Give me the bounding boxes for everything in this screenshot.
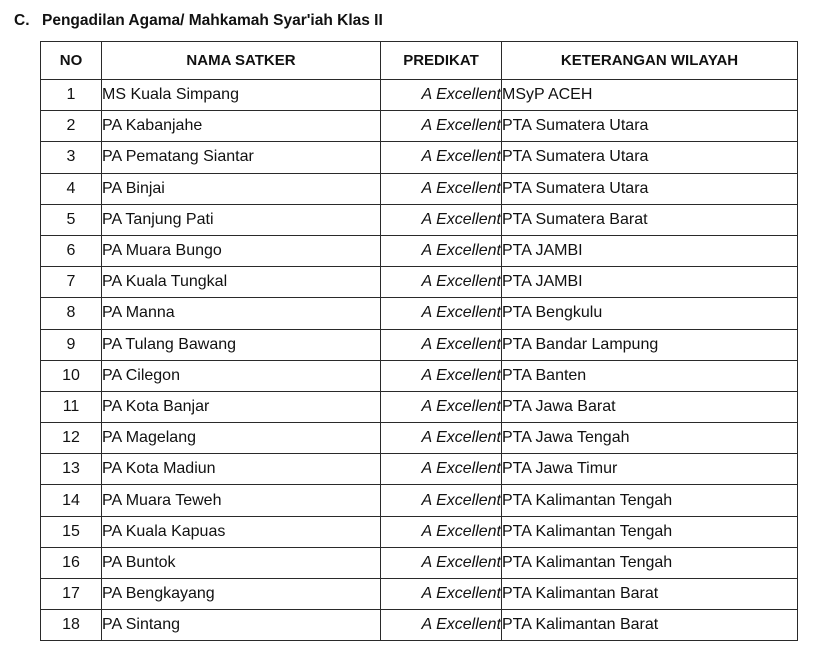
row-nama-satker: PA Bengkayang bbox=[102, 579, 381, 610]
table-row bbox=[41, 235, 798, 266]
row-no: 15 bbox=[41, 516, 102, 547]
row-predikat: A Excellent bbox=[381, 547, 502, 578]
row-keterangan-wilayah: PTA JAMBI bbox=[502, 235, 798, 266]
table-row bbox=[41, 267, 798, 298]
row-no: 17 bbox=[41, 579, 102, 610]
row-keterangan-wilayah: PTA Jawa Timur bbox=[502, 454, 798, 485]
row-no: 16 bbox=[41, 547, 102, 578]
row-keterangan-wilayah: PTA JAMBI bbox=[502, 267, 798, 298]
row-no: 9 bbox=[41, 329, 102, 360]
table-row bbox=[41, 111, 798, 142]
row-nama-satker: PA Buntok bbox=[102, 547, 381, 578]
row-no: 7 bbox=[41, 267, 102, 298]
row-no: 13 bbox=[41, 454, 102, 485]
row-predikat: A Excellent bbox=[381, 579, 502, 610]
table-row bbox=[41, 454, 798, 485]
row-keterangan-wilayah: PTA Sumatera Utara bbox=[502, 173, 798, 204]
table-row bbox=[41, 610, 798, 641]
header-row bbox=[41, 42, 798, 80]
row-predikat: A Excellent bbox=[381, 329, 502, 360]
row-predikat: A Excellent bbox=[381, 610, 502, 641]
row-nama-satker: PA Magelang bbox=[102, 423, 381, 454]
row-nama-satker: PA Kabanjahe bbox=[102, 111, 381, 142]
row-keterangan-wilayah: PTA Kalimantan Tengah bbox=[502, 485, 798, 516]
table-row bbox=[41, 173, 798, 204]
row-nama-satker: PA Kota Madiun bbox=[102, 454, 381, 485]
table-row bbox=[41, 204, 798, 235]
section-letter: C. bbox=[14, 12, 30, 29]
table-row bbox=[41, 80, 798, 111]
row-predikat: A Excellent bbox=[381, 173, 502, 204]
row-predikat: A Excellent bbox=[381, 142, 502, 173]
row-keterangan-wilayah: PTA Bandar Lampung bbox=[502, 329, 798, 360]
row-no: 8 bbox=[41, 298, 102, 329]
row-no: 10 bbox=[41, 360, 102, 391]
row-keterangan-wilayah: PTA Jawa Tengah bbox=[502, 423, 798, 454]
row-predikat: A Excellent bbox=[381, 360, 502, 391]
table-row bbox=[41, 360, 798, 391]
row-nama-satker: PA Tanjung Pati bbox=[102, 204, 381, 235]
header-predikat: PREDIKAT bbox=[381, 42, 502, 80]
row-keterangan-wilayah: PTA Banten bbox=[502, 360, 798, 391]
row-predikat: A Excellent bbox=[381, 80, 502, 111]
row-keterangan-wilayah: PTA Sumatera Utara bbox=[502, 111, 798, 142]
row-nama-satker: PA Kuala Tungkal bbox=[102, 267, 381, 298]
row-keterangan-wilayah: PTA Kalimantan Barat bbox=[502, 610, 798, 641]
row-nama-satker: PA Cilegon bbox=[102, 360, 381, 391]
row-predikat: A Excellent bbox=[381, 235, 502, 266]
row-predikat: A Excellent bbox=[381, 516, 502, 547]
row-no: 4 bbox=[41, 173, 102, 204]
table-row bbox=[41, 298, 798, 329]
header-nama-satker: NAMA SATKER bbox=[102, 42, 381, 80]
row-predikat: A Excellent bbox=[381, 391, 502, 422]
row-nama-satker: PA Tulang Bawang bbox=[102, 329, 381, 360]
table-row bbox=[41, 423, 798, 454]
row-no: 2 bbox=[41, 111, 102, 142]
row-nama-satker: PA Pematang Siantar bbox=[102, 142, 381, 173]
row-no: 5 bbox=[41, 204, 102, 235]
row-keterangan-wilayah: PTA Sumatera Barat bbox=[502, 204, 798, 235]
table-row bbox=[41, 516, 798, 547]
row-keterangan-wilayah: PTA Jawa Barat bbox=[502, 391, 798, 422]
row-predikat: A Excellent bbox=[381, 298, 502, 329]
row-predikat: A Excellent bbox=[381, 267, 502, 298]
row-nama-satker: MS Kuala Simpang bbox=[102, 80, 381, 111]
row-no: 6 bbox=[41, 235, 102, 266]
row-nama-satker: PA Sintang bbox=[102, 610, 381, 641]
section-title: Pengadilan Agama/ Mahkamah Syar'iah Klas II bbox=[42, 12, 383, 29]
table-row bbox=[41, 579, 798, 610]
row-no: 11 bbox=[41, 391, 102, 422]
row-predikat: A Excellent bbox=[381, 454, 502, 485]
row-nama-satker: PA Muara Bungo bbox=[102, 235, 381, 266]
row-predikat: A Excellent bbox=[381, 423, 502, 454]
table-row bbox=[41, 329, 798, 360]
row-nama-satker: PA Muara Teweh bbox=[102, 485, 381, 516]
table-row bbox=[41, 485, 798, 516]
row-keterangan-wilayah: PTA Kalimantan Tengah bbox=[502, 547, 798, 578]
section-heading bbox=[14, 12, 383, 30]
row-keterangan-wilayah: PTA Sumatera Utara bbox=[502, 142, 798, 173]
row-predikat: A Excellent bbox=[381, 111, 502, 142]
row-keterangan-wilayah: PTA Bengkulu bbox=[502, 298, 798, 329]
header-no: NO bbox=[41, 42, 102, 80]
ranking-table bbox=[40, 41, 798, 641]
row-nama-satker: PA Kuala Kapuas bbox=[102, 516, 381, 547]
table-body bbox=[41, 80, 798, 641]
row-nama-satker: PA Manna bbox=[102, 298, 381, 329]
row-nama-satker: PA Binjai bbox=[102, 173, 381, 204]
row-keterangan-wilayah: MSyP ACEH bbox=[502, 80, 798, 111]
row-no: 18 bbox=[41, 610, 102, 641]
row-nama-satker: PA Kota Banjar bbox=[102, 391, 381, 422]
row-no: 1 bbox=[41, 80, 102, 111]
row-no: 3 bbox=[41, 142, 102, 173]
table-row bbox=[41, 391, 798, 422]
row-keterangan-wilayah: PTA Kalimantan Tengah bbox=[502, 516, 798, 547]
row-no: 12 bbox=[41, 423, 102, 454]
row-no: 14 bbox=[41, 485, 102, 516]
row-predikat: A Excellent bbox=[381, 485, 502, 516]
row-predikat: A Excellent bbox=[381, 204, 502, 235]
header-keterangan-wilayah: KETERANGAN WILAYAH bbox=[502, 42, 798, 80]
table-row bbox=[41, 142, 798, 173]
table-row bbox=[41, 547, 798, 578]
row-keterangan-wilayah: PTA Kalimantan Barat bbox=[502, 579, 798, 610]
